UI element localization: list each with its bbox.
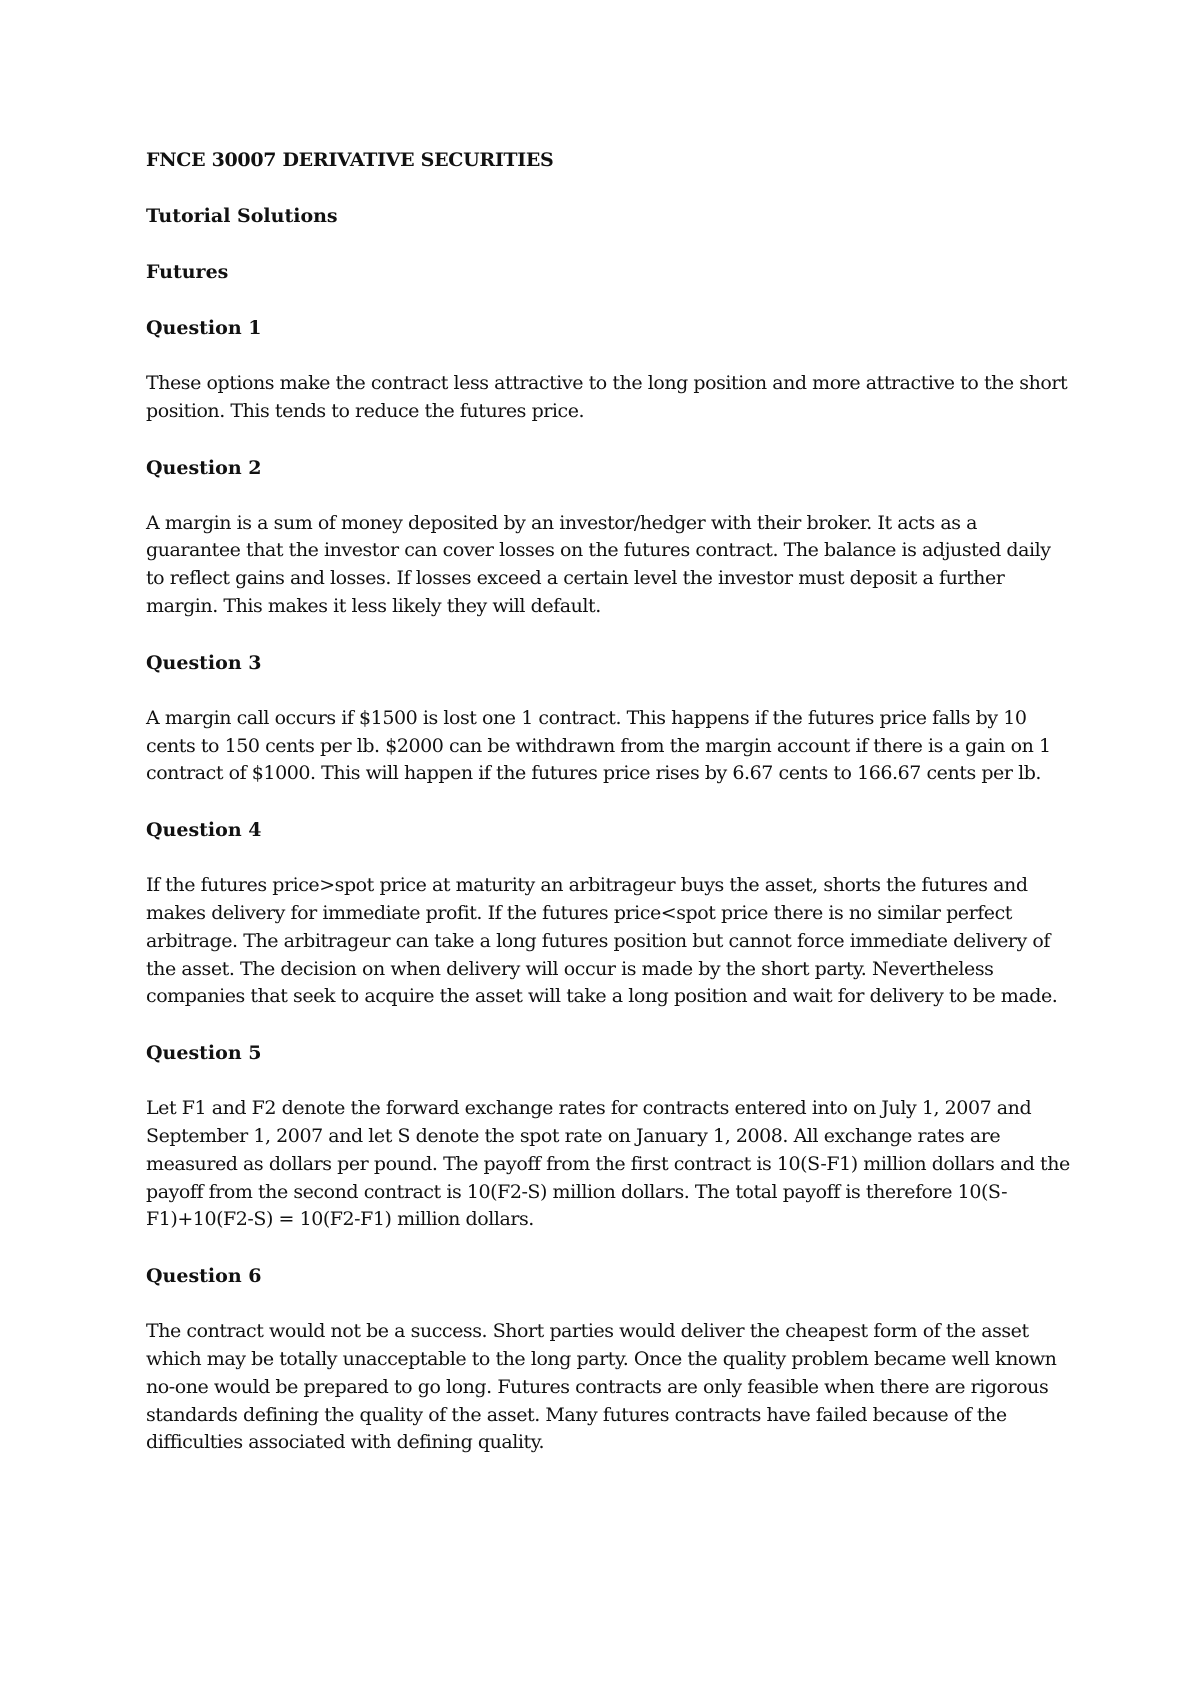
question-heading: Question 2: [146, 456, 262, 479]
question-heading: Question 6: [146, 1265, 262, 1288]
question-5: [146, 1039, 1071, 1234]
course-title: FNCE 30007 DERIVATIVE SECURITIES: [146, 149, 554, 171]
answer-paragraph: A margin is a sum of money deposited by an investor/hedger with their broker. It acts as a guarantee that the investor can cover losses on the futures contract. The balance is adjusted daily to reflect gains and losses. If losses exceed a certain level the investor must deposit a further margin. This makes it less likely they will default.: [146, 511, 1051, 617]
question-2: [146, 454, 1071, 621]
question-3: [146, 649, 1071, 788]
question-heading: Question 4: [146, 819, 262, 842]
question-heading: Question 3: [146, 651, 262, 674]
answer-paragraph: The contract would not be a success. Short parties would deliver the cheapest form of the asset which may be totally unacceptable to the long party. Once the quality problem became well known no-one would be prepared to go long. Futures contracts are only feasible when there are rigorous standards defining the quality of the asset. Many futures contracts have failed because of the difficulties associated with defining quality.: [146, 1320, 1057, 1454]
document-body: [146, 146, 1071, 1485]
answer-paragraph: Let F1 and F2 denote the forward exchange rates for contracts entered into on July 1, 2007 and September 1, 2007 and let S denote the spot rate on January 1, 2008. All exchange rates are measured as dollars per pound. The payoff from the first contract is 10(S-F1) million dollars and the payoff from the second contract is 10(F2-S) million dollars. The total payoff is therefore 10(S-F1)+10(F2-S) = 10(F2-F1) million dollars.: [146, 1097, 1070, 1231]
question-heading: Question 1: [146, 317, 262, 339]
answer-paragraph: These options make the contract less attractive to the long position and more attractive to the short position. This tends to reduce the futures price.: [146, 372, 1068, 422]
section-heading: Futures: [146, 261, 229, 283]
question-heading: Question 5: [146, 1042, 262, 1065]
document-subtitle: Tutorial Solutions: [146, 205, 338, 227]
question-1: [146, 314, 1071, 426]
answer-paragraph: A margin call occurs if $1500 is lost one 1 contract. This happens if the futures price falls by 10 cents to 150 cents per lb. $2000 can be withdrawn from the margin account if there is a gain on 1 contract of $1000. This will happen if the futures price rises by 6.67 cents to 166.67 cents per lb.: [146, 706, 1051, 785]
question-6: [146, 1262, 1071, 1457]
answer-paragraph: If the futures price>spot price at maturity an arbitrageur buys the asset, shorts the futures and makes delivery for immediate profit. If the futures price<spot price there is no similar perfect arbitrage. The arbitrageur can take a long futures position but cannot force immediate delivery of the asset. The decision on when delivery will occur is made by the short party. Nevertheless companies that seek to acquire the asset will take a long position and wait for delivery to be made.: [146, 874, 1058, 1008]
question-4: [146, 816, 1071, 1011]
